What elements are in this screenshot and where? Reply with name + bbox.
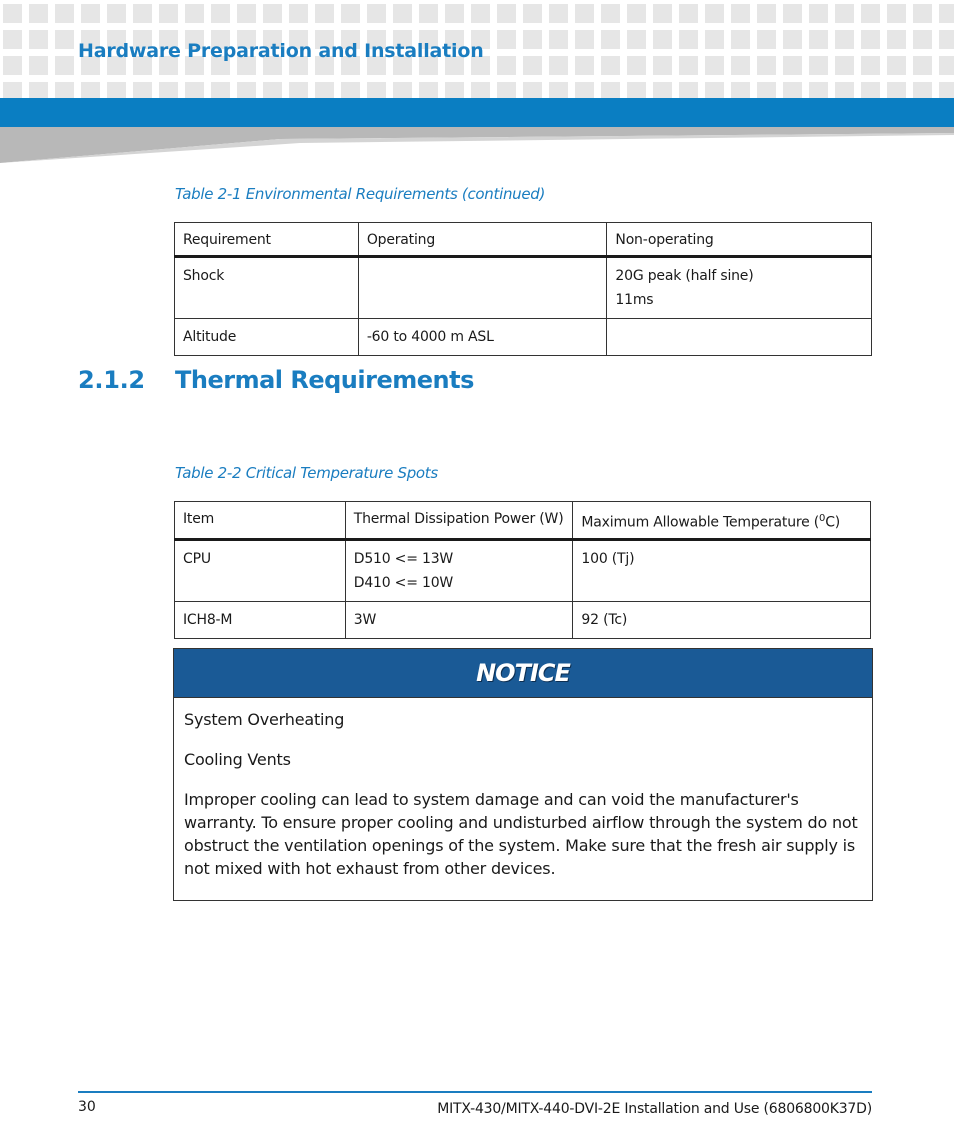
table1-cell-non-operating — [607, 319, 872, 356]
notice-body — [174, 698, 872, 880]
notice-header — [174, 649, 872, 698]
pattern-square — [549, 30, 568, 49]
pattern-square — [523, 82, 542, 98]
table1-cell-operating — [358, 257, 607, 319]
pattern-square — [705, 82, 724, 98]
pattern-square — [679, 56, 698, 75]
table2-cell-item: CPU — [175, 539, 346, 601]
pattern-square — [627, 56, 646, 75]
pattern-square — [913, 82, 932, 98]
pattern-square — [809, 56, 828, 75]
pattern-square — [367, 4, 386, 23]
pattern-square — [731, 82, 750, 98]
pattern-square — [679, 82, 698, 98]
pattern-square — [809, 4, 828, 23]
table2-cell-max-temp: 100 (Tj) — [573, 539, 871, 601]
pattern-square — [627, 82, 646, 98]
pattern-square — [705, 56, 724, 75]
pattern-square — [757, 4, 776, 23]
table-row — [175, 257, 872, 319]
section-number: 2.1.2 — [78, 366, 145, 394]
pattern-square — [653, 30, 672, 49]
pattern-square — [809, 30, 828, 49]
pattern-square — [237, 82, 256, 98]
pattern-square — [861, 56, 880, 75]
pattern-square — [731, 4, 750, 23]
pattern-square — [601, 4, 620, 23]
pattern-square — [861, 30, 880, 49]
pattern-square — [731, 30, 750, 49]
pattern-square — [705, 30, 724, 49]
pattern-square — [549, 56, 568, 75]
environmental-requirements-table — [174, 222, 872, 356]
pattern-square — [523, 56, 542, 75]
pattern-square — [653, 4, 672, 23]
table2-header-max-temp — [573, 502, 871, 540]
pattern-square — [3, 4, 22, 23]
pattern-square — [913, 56, 932, 75]
pattern-square — [939, 82, 954, 98]
pattern-square — [497, 30, 516, 49]
pattern-square — [445, 4, 464, 23]
table2-cell-item: ICH8-M — [175, 601, 346, 638]
pattern-square — [159, 82, 178, 98]
table1-cell-non-operating — [607, 257, 872, 319]
table2-header-row — [175, 502, 871, 540]
table1-cell-requirement: Shock — [175, 257, 359, 319]
table1-header-row — [175, 223, 872, 257]
pattern-square — [3, 30, 22, 49]
pattern-square — [835, 4, 854, 23]
cell-line: D510 <= 13W — [353, 550, 454, 567]
pattern-square — [939, 4, 954, 23]
table2-cell-power — [345, 539, 573, 601]
pattern-square — [783, 82, 802, 98]
pattern-square — [289, 4, 308, 23]
table-row — [175, 601, 871, 638]
table-row — [175, 539, 871, 601]
running-header-title: Hardware Preparation and Installation — [78, 40, 484, 62]
pattern-square — [601, 30, 620, 49]
pattern-square — [185, 82, 204, 98]
pattern-square — [159, 4, 178, 23]
pattern-square — [809, 82, 828, 98]
header-grey-swoosh — [0, 127, 954, 163]
pattern-square — [81, 4, 100, 23]
pattern-square — [835, 30, 854, 49]
pattern-square — [835, 82, 854, 98]
table2-caption: Table 2-2 Critical Temperature Spots — [175, 464, 438, 482]
pattern-square — [549, 4, 568, 23]
pattern-square — [601, 82, 620, 98]
pattern-square — [55, 82, 74, 98]
notice-paragraph: Improper cooling can lead to system damage and can void the manufacturer's warranty. To ensure proper cooling and undisturbed airflow through the system do not obstruct the ventilation openings of the system. Make sure that the fresh air supply is not mixed with hot exhaust from other devices. — [184, 790, 858, 878]
pattern-square — [341, 82, 360, 98]
pattern-square — [575, 30, 594, 49]
pattern-square — [679, 4, 698, 23]
footer-rule — [78, 1091, 872, 1093]
pattern-square — [185, 4, 204, 23]
pattern-square — [783, 30, 802, 49]
pattern-square — [341, 4, 360, 23]
pattern-square — [549, 82, 568, 98]
pattern-square — [783, 4, 802, 23]
pattern-square — [315, 82, 334, 98]
table1-header-requirement: Requirement — [175, 223, 359, 257]
table2-header-item: Item — [175, 502, 346, 540]
pattern-square — [55, 56, 74, 75]
pattern-square — [861, 82, 880, 98]
pattern-square — [653, 82, 672, 98]
pattern-square — [393, 82, 412, 98]
pattern-square — [29, 4, 48, 23]
pattern-square — [913, 4, 932, 23]
pattern-square — [289, 82, 308, 98]
table-row — [175, 319, 872, 356]
pattern-square — [263, 4, 282, 23]
pattern-square — [575, 82, 594, 98]
pattern-square — [523, 30, 542, 49]
notice-label: NOTICE — [476, 659, 570, 687]
cell-line: 11ms — [615, 292, 654, 308]
pattern-square — [653, 56, 672, 75]
pattern-square — [107, 4, 126, 23]
pattern-square — [705, 4, 724, 23]
pattern-square — [679, 30, 698, 49]
pattern-square — [575, 56, 594, 75]
pattern-square — [627, 30, 646, 49]
pattern-square — [29, 30, 48, 49]
table1-cell-operating: -60 to 4000 m ASL — [358, 319, 607, 356]
document-reference: MITX-430/MITX-440-DVI-2E Installation and Use (6806800K37D) — [437, 1101, 872, 1117]
header-text-unit: C) — [825, 514, 841, 531]
pattern-square — [757, 56, 776, 75]
pattern-square — [211, 82, 230, 98]
header-text: Maximum Allowable Temperature ( — [581, 514, 820, 531]
pattern-square — [55, 30, 74, 49]
notice-paragraph: Cooling Vents — [184, 750, 291, 769]
pattern-square — [211, 4, 230, 23]
pattern-square — [757, 82, 776, 98]
pattern-square — [887, 4, 906, 23]
table1-header-non-operating: Non-operating — [607, 223, 872, 257]
pattern-square — [783, 56, 802, 75]
pattern-square — [367, 82, 386, 98]
cell-line: 20G peak (half sine) — [615, 268, 754, 284]
pattern-square — [419, 82, 438, 98]
pattern-square — [497, 4, 516, 23]
table1-cell-requirement: Altitude — [175, 319, 359, 356]
pattern-square — [445, 82, 464, 98]
pattern-square — [887, 82, 906, 98]
pattern-square — [237, 4, 256, 23]
pattern-square — [471, 4, 490, 23]
table1-header-operating: Operating — [358, 223, 607, 257]
section-title: Thermal Requirements — [175, 366, 474, 394]
pattern-square — [419, 4, 438, 23]
pattern-square — [861, 4, 880, 23]
pattern-square — [887, 56, 906, 75]
page-number: 30 — [78, 1099, 96, 1115]
table2-header-power: Thermal Dissipation Power (W) — [345, 502, 573, 540]
pattern-square — [575, 4, 594, 23]
pattern-square — [523, 4, 542, 23]
pattern-square — [81, 82, 100, 98]
pattern-square — [471, 82, 490, 98]
pattern-square — [315, 4, 334, 23]
pattern-square — [133, 82, 152, 98]
pattern-square — [497, 56, 516, 75]
pattern-square — [393, 4, 412, 23]
pattern-square — [497, 82, 516, 98]
pattern-square — [55, 4, 74, 23]
pattern-square — [263, 82, 282, 98]
pattern-square — [29, 56, 48, 75]
pattern-square — [939, 30, 954, 49]
pattern-square — [107, 82, 126, 98]
pattern-square — [939, 56, 954, 75]
notice-box — [173, 648, 873, 901]
pattern-square — [731, 56, 750, 75]
pattern-square — [835, 56, 854, 75]
notice-paragraph: System Overheating — [184, 710, 345, 729]
critical-temperature-table — [174, 501, 871, 639]
pattern-square — [887, 30, 906, 49]
pattern-square — [3, 56, 22, 75]
degree-superscript: 0 — [819, 513, 826, 524]
table2-cell-power: 3W — [345, 601, 573, 638]
pattern-square — [913, 30, 932, 49]
cell-line: D410 <= 10W — [353, 574, 454, 591]
pattern-square — [29, 82, 48, 98]
pattern-square — [601, 56, 620, 75]
table2-cell-max-temp: 92 (Tc) — [573, 601, 871, 638]
pattern-square — [3, 82, 22, 98]
header-blue-bar — [0, 98, 954, 127]
pattern-square — [133, 4, 152, 23]
pattern-square — [757, 30, 776, 49]
pattern-square — [627, 4, 646, 23]
table1-caption: Table 2-1 Environmental Requirements (continued) — [175, 185, 546, 203]
